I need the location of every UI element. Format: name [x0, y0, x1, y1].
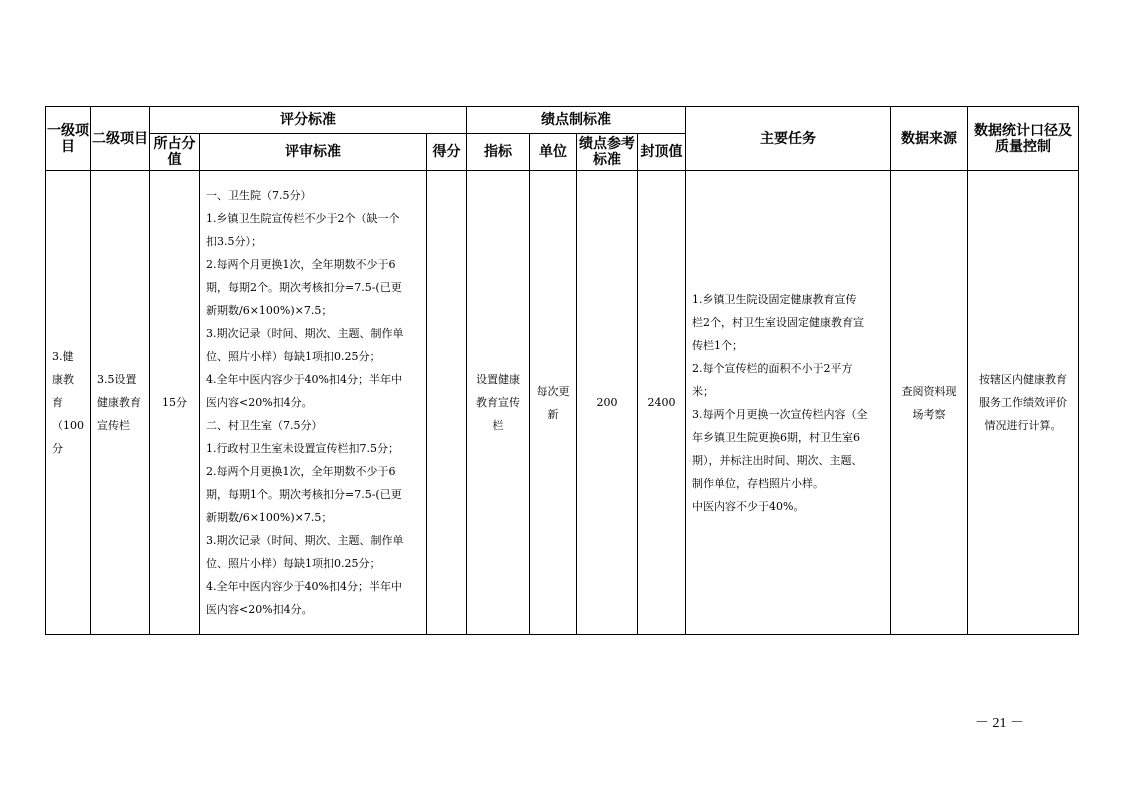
cell-level1: 3.健康教育（100分	[46, 171, 91, 635]
review-line: 二、村卫生室（7.5分）	[206, 419, 323, 432]
review-line: 新期数/6×100%)×7.5；	[206, 511, 333, 524]
header-main-task: 主要任务	[686, 107, 891, 171]
review-line: 4.全年中医内容少于40%扣4分；半年中	[206, 580, 402, 593]
cell-stat-quality: 按辖区内健康教育服务工作绩效评价情况进行计算。	[968, 171, 1079, 635]
task-lines	[692, 288, 884, 518]
header-level2: 二级项目	[91, 107, 150, 171]
review-line: 位、照片小样）每缺1项扣0.25分；	[206, 350, 381, 363]
cell-level2: 3.5设置健康教育宣传栏	[91, 171, 150, 635]
header-cap: 封顶值	[638, 134, 686, 171]
cell-main-task	[686, 171, 891, 635]
review-line: 2.每两个月更换1次，全年期数不少于6	[206, 258, 396, 271]
task-line: 米；	[692, 384, 714, 398]
review-line: 3.期次记录（时间、期次、主题、制作单	[206, 534, 404, 547]
task-line: 年乡镇卫生院更换6期，村卫生室6	[692, 430, 860, 444]
review-line: 1.行政村卫生室未设置宣传栏扣7.5分；	[206, 442, 399, 455]
cell-data-source: 查阅资料现场考察	[891, 171, 968, 635]
header-scoring-standard: 评分标准	[150, 107, 467, 134]
header-score: 得分	[427, 134, 467, 171]
task-line: 1.乡镇卫生院设固定健康教育宣传	[692, 292, 857, 306]
cell-points: 15分	[150, 171, 200, 635]
review-line: 3.期次记录（时间、期次、主题、制作单	[206, 327, 404, 340]
page-number: － 21 －	[975, 716, 1024, 731]
task-line: 栏2个，村卫生室设固定健康教育宣	[692, 315, 864, 329]
review-lines	[206, 184, 420, 621]
task-line: 中医内容不少于40%。	[692, 499, 805, 513]
header-level1: 一级项目	[46, 107, 91, 171]
cell-review-standard	[200, 171, 427, 635]
header-ref-standard: 绩点参考标准	[577, 134, 638, 171]
review-line: 医内容<20%扣4分。	[206, 396, 313, 409]
header-points: 所占分值	[150, 134, 200, 171]
header-performance-standard: 绩点制标准	[467, 107, 686, 134]
review-line: 扣3.5分）；	[206, 235, 262, 248]
header-stat-quality: 数据统计口径及质量控制	[968, 107, 1079, 171]
cell-unit: 每次更新	[530, 171, 577, 635]
header-unit: 单位	[530, 134, 577, 171]
review-line: 1.乡镇卫生院宣传栏不少于2个（缺一个	[206, 212, 400, 225]
header-review-standard: 评审标准	[200, 134, 427, 171]
review-line: 新期数/6×100%)×7.5；	[206, 304, 333, 317]
cell-cap: 2400	[638, 171, 686, 635]
task-line: 3.每两个月更换一次宣传栏内容（全	[692, 407, 868, 421]
header-indicator: 指标	[467, 134, 530, 171]
cell-indicator: 设置健康教育宣传栏	[467, 171, 530, 635]
table-row	[46, 171, 1079, 635]
review-line: 一、卫生院（7.5分）	[206, 189, 312, 202]
evaluation-table	[45, 106, 1079, 635]
task-line: 期），并标注出时间、期次、主题、	[692, 453, 863, 467]
review-line: 位、照片小样）每缺1项扣0.25分；	[206, 557, 381, 570]
review-line: 期，每期1个。期次考核扣分=7.5-(已更	[206, 488, 402, 501]
header-data-source: 数据来源	[891, 107, 968, 171]
review-line: 2.每两个月更换1次，全年期数不少于6	[206, 465, 396, 478]
cell-ref-standard: 200	[577, 171, 638, 635]
review-line: 期，每期2个。期次考核扣分=7.5-(已更	[206, 281, 402, 294]
task-line: 制作单位，存档照片小样。	[692, 476, 824, 490]
cell-score	[427, 171, 467, 635]
review-line: 4.全年中医内容少于40%扣4分；半年中	[206, 373, 402, 386]
review-line: 医内容<20%扣4分。	[206, 603, 313, 616]
task-line: 2.每个宣传栏的面积不小于2平方	[692, 361, 853, 375]
task-line: 传栏1个；	[692, 338, 743, 352]
